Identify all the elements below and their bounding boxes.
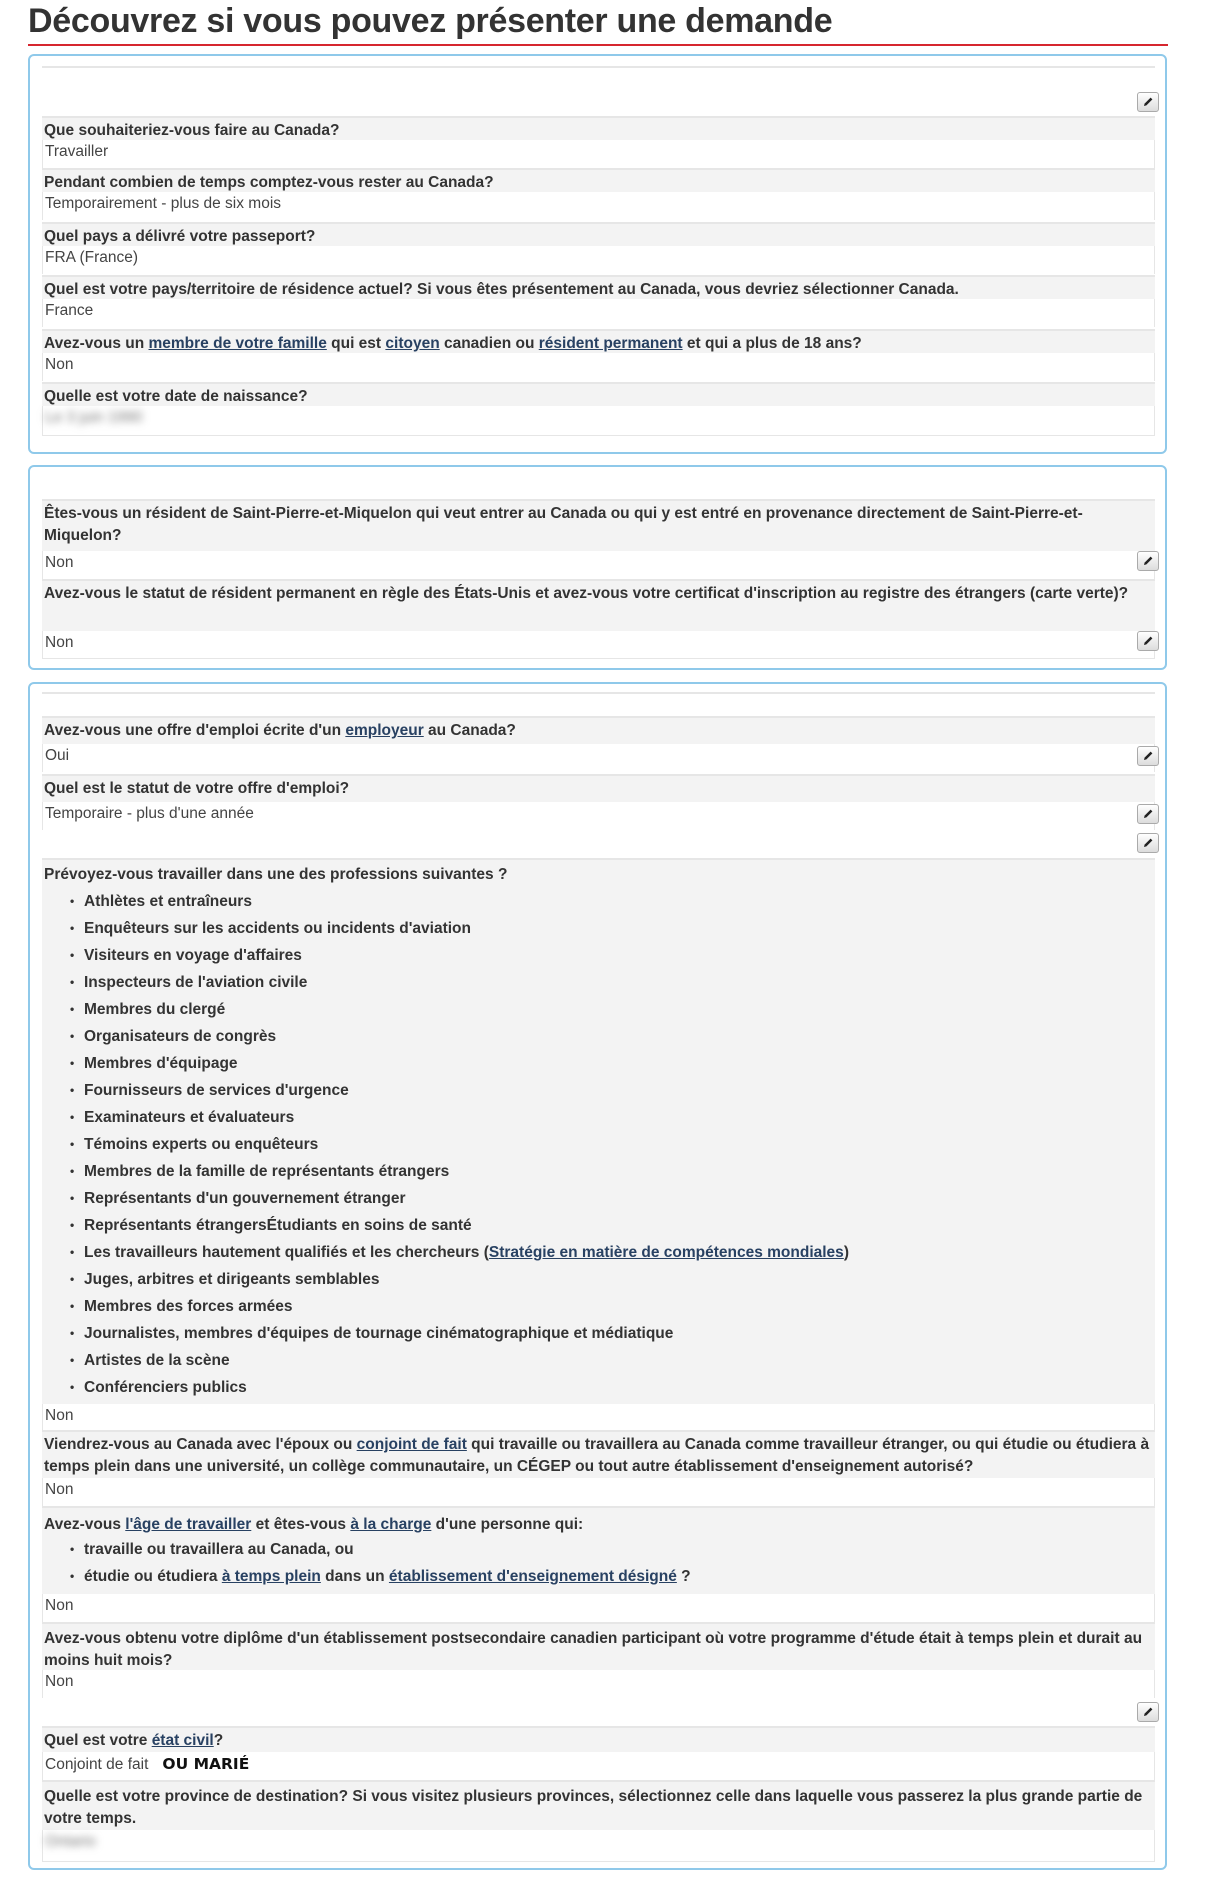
qa-civil-status <box>42 1726 1155 1780</box>
question-text: au Canada? <box>423 722 516 739</box>
answer <box>42 1752 1155 1780</box>
marital-status-link[interactable]: état civil <box>151 1732 214 1749</box>
edit-spm-button[interactable] <box>1137 551 1159 571</box>
designated-institution-link[interactable]: établissement d'enseignement désigné <box>388 1568 677 1585</box>
global-skills-strategy-link[interactable]: Stratégie en matière de compétences mondiales <box>488 1244 844 1261</box>
answer: Non <box>42 1670 1155 1698</box>
question-text: qui travaille ou travaillera au Canada comme travailleur étranger, ou qui étudie ou étudiera à temps plein dans une université, un collège communautaire, un CÉGEP ou tout autre établissement d'enseignement autorisé? <box>44 1436 1150 1475</box>
qa-diploma <box>42 1622 1155 1698</box>
pencil-icon <box>1142 808 1154 820</box>
question-text: Avez-vous un <box>44 335 149 352</box>
working-age-link[interactable]: l'âge de travailler <box>125 1516 252 1533</box>
pencil-icon <box>1142 1706 1154 1718</box>
list-item-text: ) <box>843 1244 849 1261</box>
answer: Non <box>42 353 1155 381</box>
list-item: • Membres d'équipage <box>44 1050 1155 1077</box>
question <box>42 329 1155 353</box>
qa-passport <box>42 222 1155 274</box>
question <box>42 1430 1155 1478</box>
qa-residence <box>42 275 1155 327</box>
list-item-text: dans un <box>320 1568 389 1585</box>
question-text: Avez-vous une offre d'emploi écrite d'un <box>44 722 346 739</box>
blurred-birthdate: Le 3 juin 1990 <box>45 409 143 426</box>
answer: Travailler <box>42 140 1155 168</box>
handwritten-annotation: OU MARIÉ <box>162 1755 250 1773</box>
list-item: • Représentants étrangersÉtudiants en soins de santé <box>44 1212 1155 1239</box>
conditions-list <box>44 1536 1155 1590</box>
answer: Non <box>42 1478 1155 1506</box>
answer: France <box>42 299 1155 327</box>
list-item: • Visiteurs en voyage d'affaires <box>44 942 1155 969</box>
question: Que souhaiteriez-vous faire au Canada? <box>42 116 1155 140</box>
qa-offer-status <box>42 774 1155 830</box>
list-item: • Organisateurs de congrès <box>44 1023 1155 1050</box>
list-item: • Membres de la famille de représentants étrangers <box>44 1158 1155 1185</box>
list-item: • Athlètes et entraîneurs <box>44 888 1155 915</box>
panel-work <box>28 682 1167 1870</box>
pencil-icon <box>1142 635 1154 647</box>
question <box>42 858 1155 1404</box>
question-text: Prévoyez-vous travailler dans une des professions suivantes ? <box>44 866 508 883</box>
qa-working-age <box>42 1506 1155 1622</box>
question-text: Viendrez-vous au Canada avec l'époux ou <box>44 1436 357 1453</box>
list-item-text: ? <box>676 1568 691 1585</box>
edit-offer-status-button[interactable] <box>1137 804 1159 824</box>
qa-spm <box>42 499 1155 579</box>
list-item: • Témoins experts ou enquêteurs <box>44 1131 1155 1158</box>
list-item <box>44 1239 1155 1266</box>
answer: FRA (France) <box>42 246 1155 274</box>
qa-birthdate <box>42 382 1155 436</box>
blurred-province: Ontario <box>45 1833 96 1850</box>
answer <box>42 1830 1155 1862</box>
divider <box>42 692 1155 694</box>
qa-province <box>42 1780 1155 1862</box>
family-member-link[interactable]: membre de votre famille <box>148 335 327 352</box>
list-item-text: étudie ou étudiera <box>84 1568 222 1585</box>
answer: Oui <box>42 744 1155 772</box>
panel-status <box>28 465 1167 670</box>
answer-text: Conjoint de fait <box>45 1756 149 1773</box>
question-text: Quel est votre <box>44 1732 152 1749</box>
question-text <box>44 1514 1155 1536</box>
list-item: • Examinateurs et évaluateurs <box>44 1104 1155 1131</box>
question-text: canadien ou <box>439 335 539 352</box>
pencil-icon <box>1142 750 1154 762</box>
question-text: Avez-vous <box>44 1516 126 1533</box>
answer: Non <box>42 1404 1155 1432</box>
list-item: • Membres du clergé <box>44 996 1155 1023</box>
dependent-link[interactable]: à la charge <box>350 1516 432 1533</box>
question: Êtes-vous un résident de Saint-Pierre-et-Miquelon qui veut entrer au Canada ou qui y est entré en provenance directement de Saint-Pierre-et-Miquelon? <box>42 499 1155 551</box>
question-text: et qui a plus de 18 ans? <box>682 335 862 352</box>
panel-profile <box>28 54 1167 454</box>
list-item: • Membres des forces armées <box>44 1293 1155 1320</box>
edit-professions-button[interactable] <box>1137 833 1159 853</box>
question <box>42 1726 1155 1752</box>
qa-duration <box>42 168 1155 220</box>
list-item: • Enquêteurs sur les accidents ou incidents d'aviation <box>44 915 1155 942</box>
question <box>42 716 1155 744</box>
question: Quel est le statut de votre offre d'emploi? <box>42 774 1155 802</box>
list-item: • Représentants d'un gouvernement étranger <box>44 1185 1155 1212</box>
answer: Non <box>42 631 1155 659</box>
list-item: • Artistes de la scène <box>44 1347 1155 1374</box>
pencil-icon <box>1142 96 1154 108</box>
question: Quel pays a délivré votre passeport? <box>42 222 1155 246</box>
question-text: ? <box>213 1732 224 1749</box>
question: Quelle est votre date de naissance? <box>42 382 1155 406</box>
question-text: d'une personne qui: <box>431 1516 584 1533</box>
list-item <box>44 1563 1155 1590</box>
edit-job-offer-button[interactable] <box>1137 746 1159 766</box>
permanent-resident-link[interactable]: résident permanent <box>538 335 683 352</box>
page-title: Découvrez si vous pouvez présenter une demande <box>28 0 1168 46</box>
question <box>42 1506 1155 1594</box>
list-item-text: Les travailleurs hautement qualifiés et les chercheurs ( <box>84 1244 489 1261</box>
list-item: • Journalistes, membres d'équipes de tournage cinématographique et médiatique <box>44 1320 1155 1347</box>
question: Avez-vous obtenu votre diplôme d'un établissement postsecondaire canadien participant où votre programme d'étude était à temps plein et durait au moins huit mois? <box>42 1622 1155 1670</box>
qa-job-offer <box>42 716 1155 772</box>
qa-greencard <box>42 579 1155 659</box>
qa-purpose <box>42 116 1155 168</box>
qa-professions <box>42 858 1155 1428</box>
pencil-icon <box>1142 837 1154 849</box>
question: Avez-vous le statut de résident permanent en règle des États-Unis et avez-vous votre certificat d'inscription au registre des étrangers (carte verte)? <box>42 579 1155 631</box>
question-text: qui est <box>326 335 386 352</box>
answer: Non <box>42 551 1155 579</box>
divider <box>42 66 1155 68</box>
list-item: • Fournisseurs de services d'urgence <box>44 1077 1155 1104</box>
answer: Temporaire - plus d'une année <box>42 802 1155 830</box>
common-law-partner-link[interactable]: conjoint de fait <box>356 1436 467 1453</box>
full-time-link[interactable]: à temps plein <box>221 1568 321 1585</box>
answer <box>42 406 1155 436</box>
question: Pendant combien de temps comptez-vous rester au Canada? <box>42 168 1155 192</box>
answer: Temporairement - plus de six mois <box>42 192 1155 220</box>
pencil-icon <box>1142 555 1154 567</box>
list-item: • travaille ou travaillera au Canada, ou <box>44 1536 1155 1563</box>
question-text: et êtes-vous <box>251 1516 351 1533</box>
question: Quelle est votre province de destination? Si vous visitez plusieurs provinces, sélectionnez celle dans laquelle vous passerez la plus grande partie de votre temps. <box>42 1780 1155 1830</box>
qa-spouse <box>42 1430 1155 1506</box>
edit-greencard-button[interactable] <box>1137 631 1159 651</box>
list-item: • Conférenciers publics <box>44 1374 1155 1401</box>
edit-civil-status-button[interactable] <box>1137 1702 1159 1722</box>
employer-link[interactable]: employeur <box>345 722 424 739</box>
question: Quel est votre pays/territoire de résidence actuel? Si vous êtes présentement au Canada, vous devriez sélectionner Canada. <box>42 275 1155 299</box>
qa-family <box>42 329 1155 381</box>
list-item: • Juges, arbitres et dirigeants semblables <box>44 1266 1155 1293</box>
answer: Non <box>42 1594 1155 1622</box>
list-item: • Inspecteurs de l'aviation civile <box>44 969 1155 996</box>
edit-profile-button[interactable] <box>1137 92 1159 112</box>
professions-list <box>44 888 1155 1401</box>
citizen-link[interactable]: citoyen <box>385 335 440 352</box>
